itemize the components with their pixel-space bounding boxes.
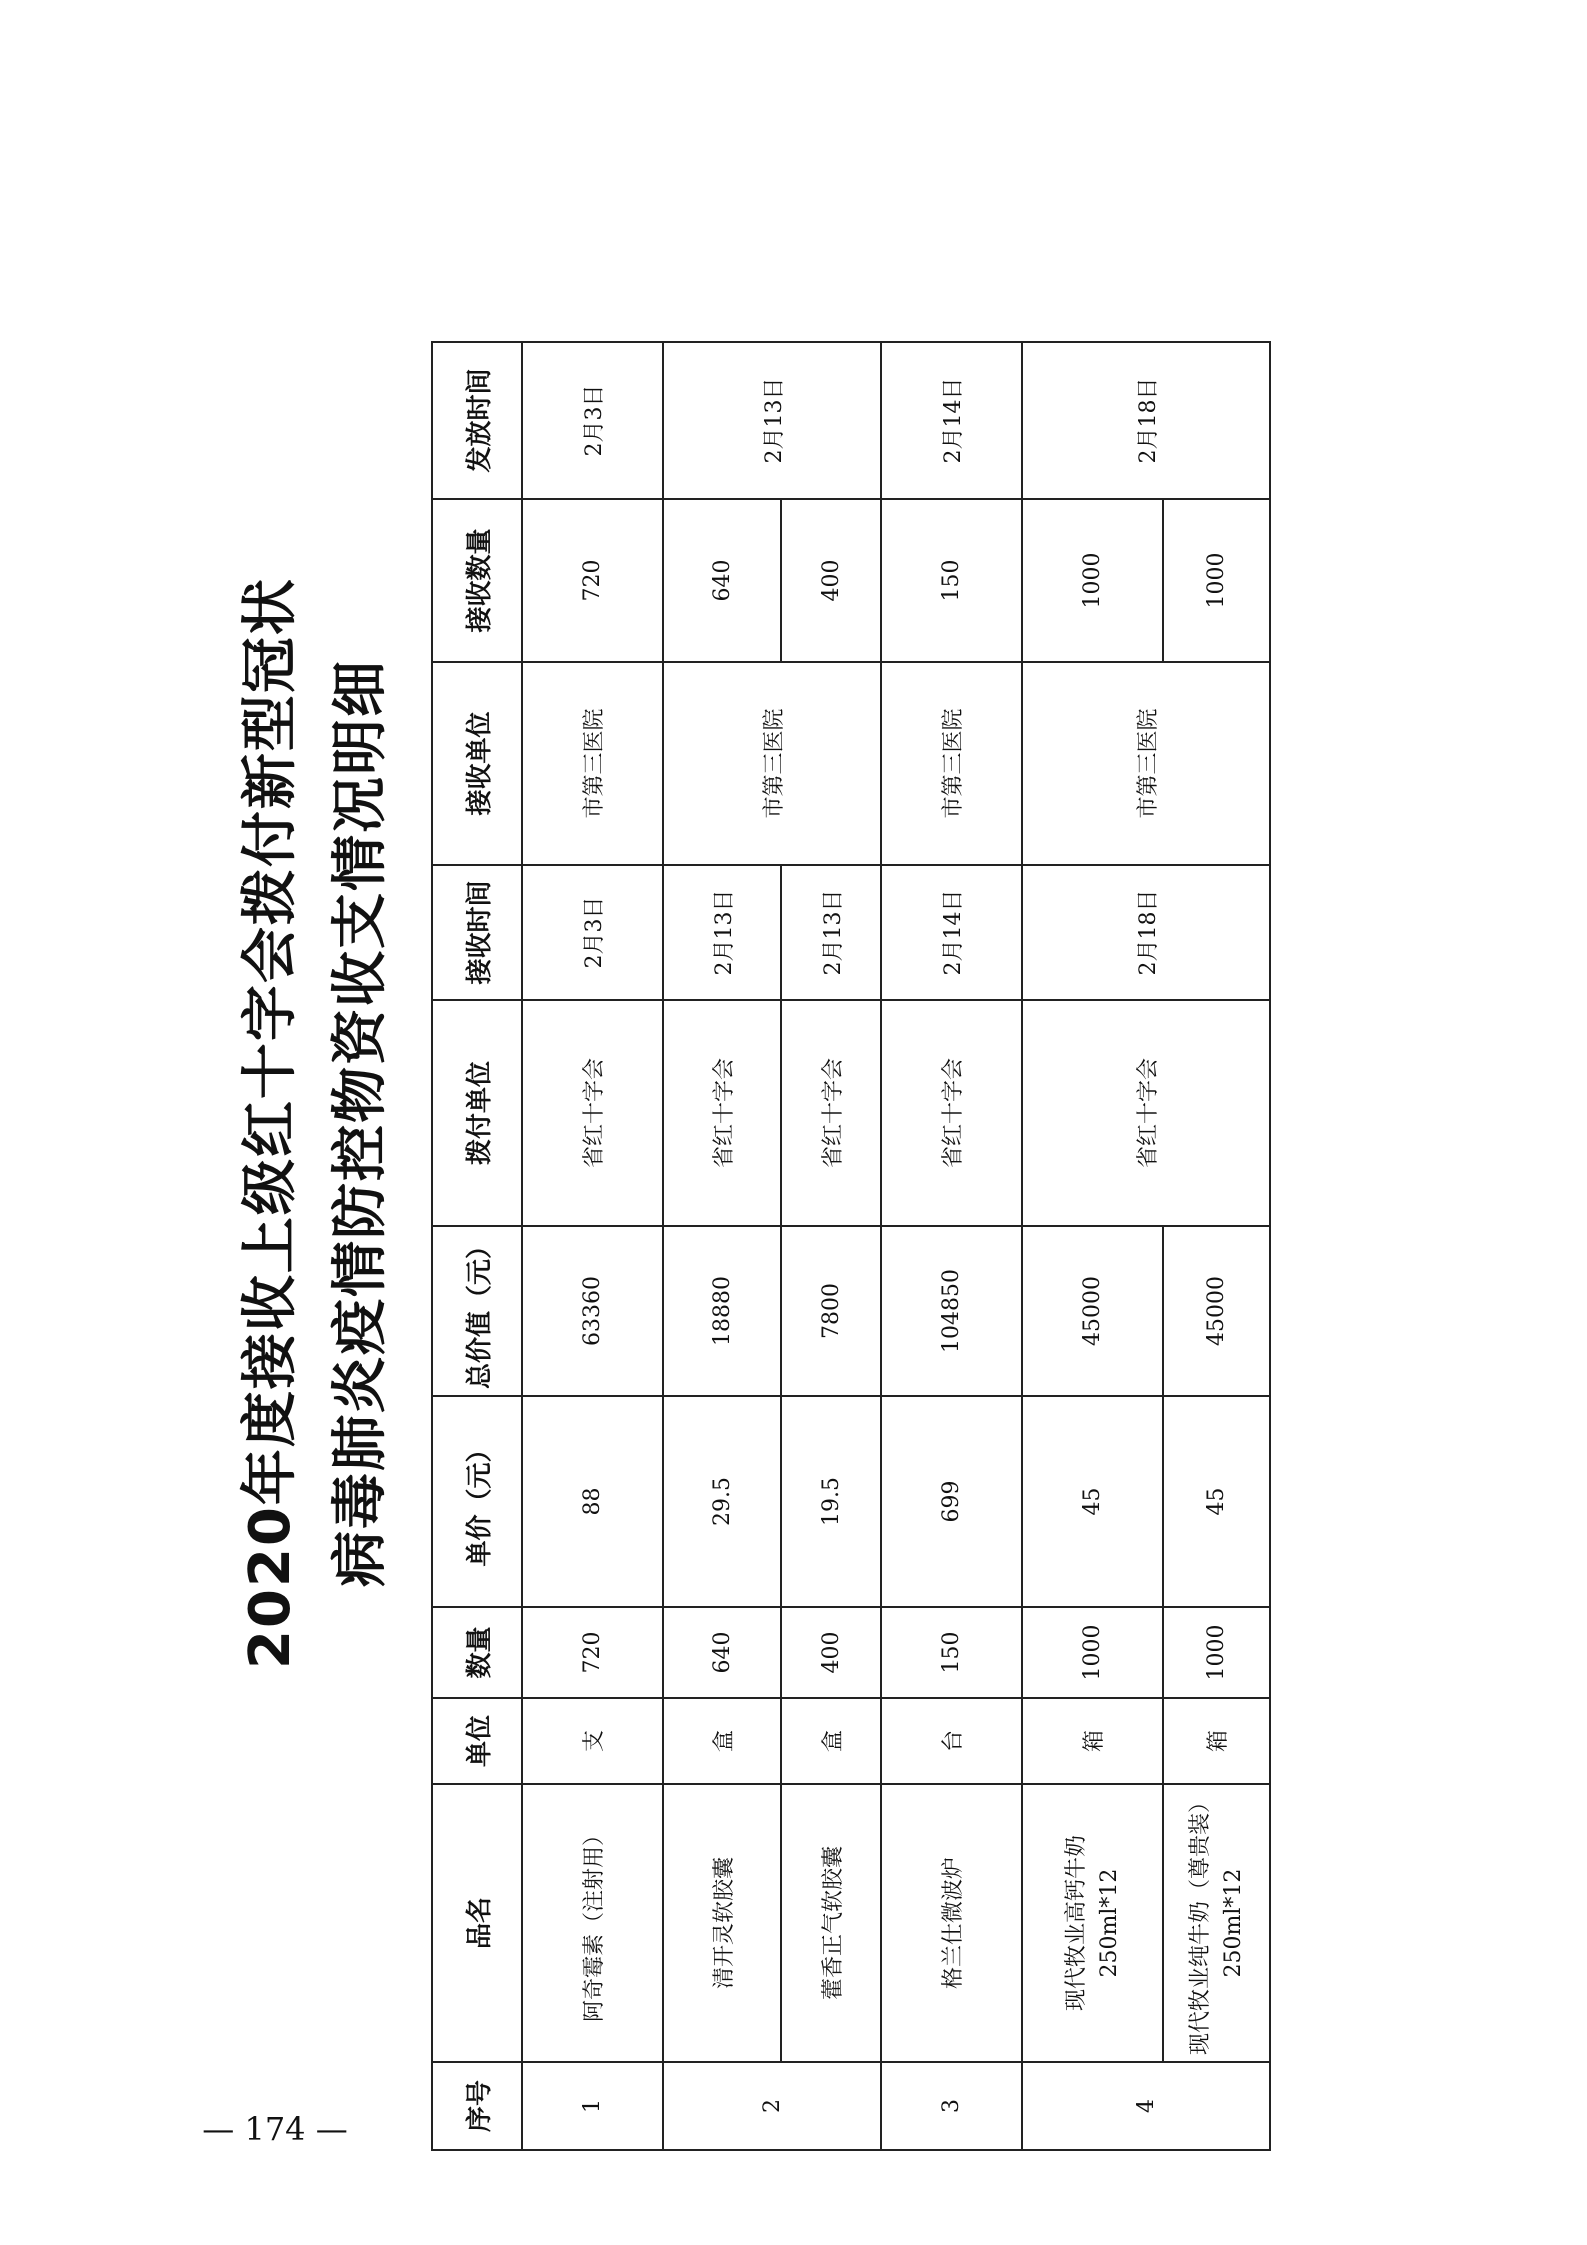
- payer-cell: 省红十字会: [881, 1000, 1022, 1226]
- qty-cell: 640: [663, 1607, 781, 1698]
- name-cell: 格兰仕微波炉: [881, 1784, 1022, 2062]
- recv-qty-cell: 400: [781, 499, 881, 662]
- seq-cell: 4: [1022, 2062, 1270, 2150]
- total-cell: 45000: [1163, 1226, 1270, 1396]
- unit-cell: 台: [881, 1698, 1022, 1784]
- header-recv-time: 接收时间: [432, 865, 522, 1000]
- total-cell: 63360: [522, 1226, 663, 1396]
- table-row: [663, 342, 781, 2150]
- seq-cell: 2: [663, 2062, 881, 2150]
- price-cell: 45: [1022, 1396, 1163, 1607]
- recv-qty-cell: 640: [663, 499, 781, 662]
- table-row: [881, 342, 1022, 2150]
- total-cell: 104850: [881, 1226, 1022, 1396]
- payer-cell: 省红十字会: [522, 1000, 663, 1226]
- name-cell: 阿奇霉素（注射用）: [522, 1784, 663, 2062]
- recv-unit-cell: 市第三医院: [881, 662, 1022, 865]
- qty-cell: 400: [781, 1607, 881, 1698]
- header-name: 品名: [432, 1784, 522, 2062]
- total-cell: 7800: [781, 1226, 881, 1396]
- product-spec: 250ml*12: [1220, 1868, 1246, 1978]
- recv-unit-cell: 市第三医院: [1022, 662, 1270, 865]
- header-recv-qty: 接收数量: [432, 499, 522, 662]
- table-row: [1163, 342, 1270, 2150]
- recv-qty-cell: 720: [522, 499, 663, 662]
- qty-cell: 720: [522, 1607, 663, 1698]
- rotated-page-content: [237, 95, 1587, 2151]
- seq-cell: 1: [522, 2062, 663, 2150]
- unit-cell: 盒: [781, 1698, 881, 1784]
- seq-cell: 3: [881, 2062, 1022, 2150]
- title-line-2: 病毒肺炎疫情防控物资收支情况明细: [328, 659, 393, 1587]
- name-cell: 清开灵软胶囊: [663, 1784, 781, 2062]
- price-cell: 29.5: [663, 1396, 781, 1607]
- header-unit: 单位: [432, 1698, 522, 1784]
- recv-unit-cell: 市第三医院: [663, 662, 881, 865]
- recv-unit-cell: 市第三医院: [522, 662, 663, 865]
- product-name: 现代牧业高钙牛奶: [1063, 1835, 1089, 2012]
- header-price: 单价（元）: [432, 1396, 522, 1607]
- table-row: [522, 342, 663, 2150]
- payer-cell: 省红十字会: [1022, 1000, 1270, 1226]
- recv-qty-cell: 1000: [1022, 499, 1163, 662]
- qty-cell: 1000: [1163, 1607, 1270, 1698]
- recv-qty-cell: 150: [881, 499, 1022, 662]
- recv-time-cell: 2月13日: [663, 865, 781, 1000]
- price-cell: 45: [1163, 1396, 1270, 1607]
- header-total: 总价值（元）: [432, 1226, 522, 1396]
- name-cell: [1163, 1784, 1270, 2062]
- product-name: 现代牧业纯牛奶（尊贵装）: [1187, 1791, 1213, 2056]
- recv-time-cell: 2月13日: [781, 865, 881, 1000]
- name-cell: 藿香正气软胶囊: [781, 1784, 881, 2062]
- unit-cell: 盒: [663, 1698, 781, 1784]
- unit-cell: 箱: [1163, 1698, 1270, 1784]
- recv-qty-cell: 1000: [1163, 499, 1270, 662]
- total-cell: 45000: [1022, 1226, 1163, 1396]
- supplies-table: [431, 341, 1271, 2151]
- page-number: — 174 —: [202, 2110, 348, 2148]
- header-qty: 数量: [432, 1607, 522, 1698]
- product-spec: 250ml*12: [1096, 1868, 1122, 1978]
- issue-time-cell: 2月14日: [881, 342, 1022, 499]
- recv-time-cell: 2月18日: [1022, 865, 1270, 1000]
- issue-time-cell: 2月3日: [522, 342, 663, 499]
- title-line-1: 2020年度接收上级红十字会拨付新型冠状: [238, 577, 303, 1669]
- header-payer: 拨付单位: [432, 1000, 522, 1226]
- recv-time-cell: 2月3日: [522, 865, 663, 1000]
- payer-cell: 省红十字会: [663, 1000, 781, 1226]
- payer-cell: 省红十字会: [781, 1000, 881, 1226]
- total-cell: 18880: [663, 1226, 781, 1396]
- table-row: [1022, 342, 1163, 2150]
- qty-cell: 150: [881, 1607, 1022, 1698]
- price-cell: 699: [881, 1396, 1022, 1607]
- header-issue-time: 发放时间: [432, 342, 522, 499]
- recv-time-cell: 2月14日: [881, 865, 1022, 1000]
- table-row: [781, 342, 881, 2150]
- qty-cell: 1000: [1022, 1607, 1163, 1698]
- name-cell: [1022, 1784, 1163, 2062]
- issue-time-cell: 2月18日: [1022, 342, 1270, 499]
- issue-time-cell: 2月13日: [663, 342, 881, 499]
- price-cell: 19.5: [781, 1396, 881, 1607]
- header-seq: 序号: [432, 2062, 522, 2150]
- unit-cell: 支: [522, 1698, 663, 1784]
- header-row: [432, 342, 522, 2150]
- unit-cell: 箱: [1022, 1698, 1163, 1784]
- price-cell: 88: [522, 1396, 663, 1607]
- header-recv-unit: 接收单位: [432, 662, 522, 865]
